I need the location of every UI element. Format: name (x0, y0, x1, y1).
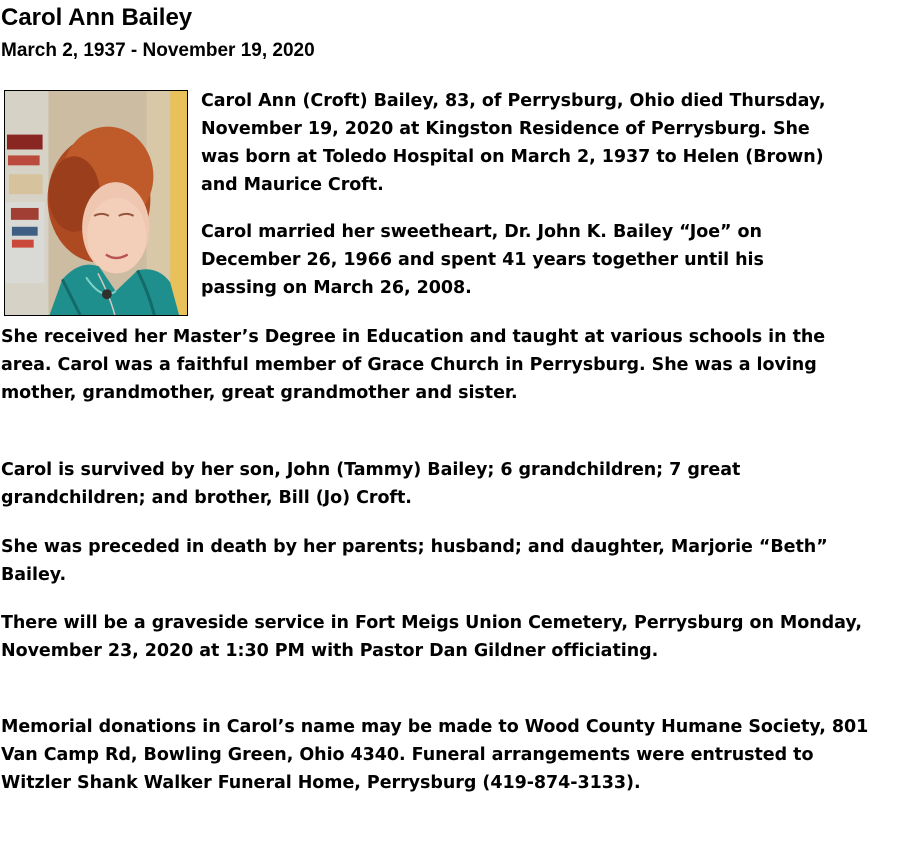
obituary-paragraph: She received her Master’s Degree in Education and taught at various schools in the area. Carol was a faithful member of Grace Church in Perrysburg. She was a loving mother, grandmother, great grandmother and sister. (1, 327, 826, 403)
life-dates: March 2, 1937 - November 19, 2020 (1, 40, 315, 61)
obituary-paragraph: She was preceded in death by her parents; husband; and daughter, Marjorie “Beth” Bailey. (1, 537, 828, 585)
obituary-paragraph: Carol is survived by her son, John (Tammy) Bailey; 6 grandchildren; 7 great grandchildren; and brother, Bill (Jo) Croft. (1, 460, 741, 508)
portrait-photo (4, 90, 188, 316)
obituary-paragraph: Carol Ann (Croft) Bailey, 83, of Perrysburg, Ohio died Thursday, November 19, 2020 at Kingston Residence of Perrysburg. She was born at Toledo Hospital on March 2, 1937 to Helen (Brown) and Maurice Croft. (201, 91, 826, 195)
obituary-paragraph: Memorial donations in Carol’s name may be made to Wood County Humane Society, 801 Van Camp Rd, Bowling Green, Ohio 4340. Funeral arrangements were entrusted to Witzler Shank Walker Funeral Home, Perrysburg (419-874-3133). (1, 717, 869, 793)
obituary-paragraph: There will be a graveside service in Fort Meigs Union Cemetery, Perrysburg on Monday, November 23, 2020 at 1:30 PM with Pastor Dan Gildner officiating. (1, 613, 862, 661)
portrait-photo-icon (5, 91, 187, 315)
obituary-paragraph: Carol married her sweetheart, Dr. John K. Bailey “Joe” on December 26, 1966 and spent 41 years together until his passing on March 26, 2008. (201, 222, 764, 298)
obituary-name-heading: Carol Ann Bailey (1, 4, 193, 31)
